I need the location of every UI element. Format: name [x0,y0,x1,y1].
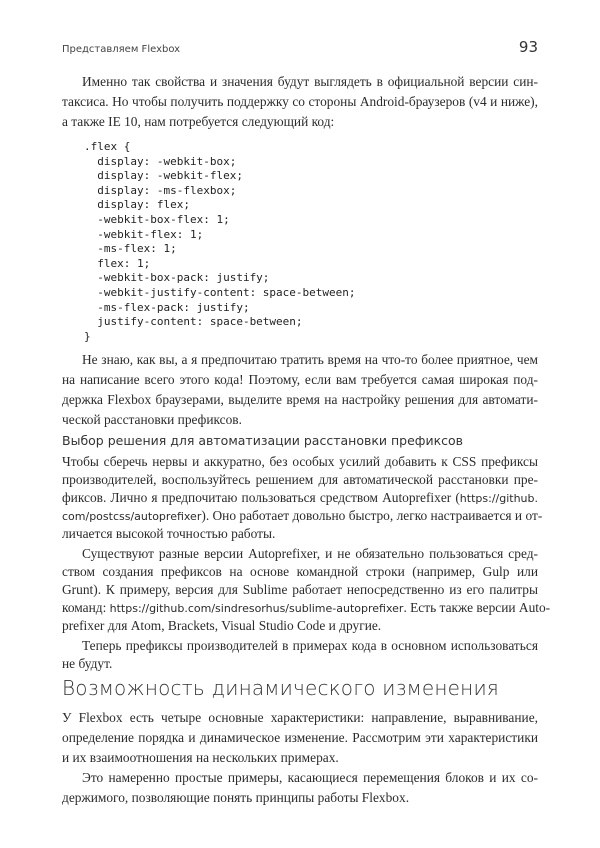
code-block [84,140,356,344]
autoprefixer-link[interactable]: https://github. [459,492,538,505]
paragraph-prefixes-off [62,637,538,673]
paragraph-autoprefixer [62,453,543,543]
text-line: ческой расстановки префиксов. [62,412,242,427]
code-line: display: -ms-flexbox; [84,183,237,197]
text-line: ством создания префиксов на основе командной строки (например, Gulp или [62,564,538,579]
text-line: Существуют разные версии Autoprefixer, и не обязательно пользоваться сред- [82,546,538,561]
text-line: и их взаимоотношения на нескольких примерах. [62,750,339,765]
text-line: Не знаю, как вы, а я предпочитаю тратить время на что-то более приятное, чем [82,352,538,367]
code-line: -ms-flex: 1; [84,242,177,256]
text-line: на написание всего этого кода! Поэтому, если вам требуется самая широкая под- [62,372,538,387]
text-line: держка Flexbox браузерами, выделите время на настройку решения для автомати- [62,392,538,407]
running-title: Представляем Flexbox [62,44,181,55]
paragraph-versions [62,545,551,635]
text-line: Именно так свойства и значения будут выглядеть в официальной версии син- [82,74,538,89]
code-line: display: -webkit-flex; [84,169,243,183]
page-number: 93 [518,38,538,56]
text-line: производителей, воспользуйтесь решением для автоматической расстановки пре- [62,472,538,487]
subheading: Выбор решения для автоматизации расстановки префиксов [62,433,464,448]
code-line: -webkit-box-pack: justify; [84,271,270,285]
code-line: } [84,329,91,343]
code-line: display: flex; [84,198,190,212]
code-line: -webkit-box-flex: 1; [84,212,230,226]
code-line: -webkit-flex: 1; [84,227,204,241]
autoprefixer-link-cont[interactable]: com/postcss/autoprefixer [62,510,202,523]
text-line: Grunt). К примеру, версия для Sublime работает непосредственно из его палитры [62,582,538,597]
text-line: фиксов. Лично я предпочитаю пользоваться средством Autoprefixer (https://github. [62,490,538,505]
text-line: таксиса. Но чтобы получить поддержку со стороны Android-браузеров (v4 и ниже), [62,94,538,109]
text-line: prefixer для Atom, Brackets, Visual Studio Code и другие. [62,618,382,633]
code-line: display: -webkit-box; [84,154,237,168]
text-line: Это намеренно простые примеры, касающиеся перемещения блоков и их со- [82,770,538,785]
text-line: определение порядка и динамическое изменение. Рассмотрим эти характеристики [62,730,538,745]
text-line: не будут. [62,656,113,671]
text-line: com/postcss/autoprefixer). Оно работает довольно быстро, легко настраивается и от- [62,508,543,523]
text-line: личается высокой точностью работы. [62,526,276,541]
code-line: justify-content: space-between; [84,315,303,329]
code-line: .flex { [84,140,131,153]
text-line: Теперь префиксы производителей в примерах кода в основном использоваться [82,638,538,653]
sublime-autoprefixer-link[interactable]: https://github.com/sindresorhus/sublime-autoprefixer [109,602,404,615]
code-line: flex: 1; [84,256,151,270]
text-line: Чтобы сберечь нервы и аккуратно, без особых усилий добавить к CSS префиксы [62,454,538,469]
text-line: У Flexbox есть четыре основные характеристики: направление, выравнивание, [62,710,538,725]
paragraph-prefix-note [62,350,538,430]
code-line: -ms-flex-pack: justify; [84,300,250,314]
text-line: держимого, позволяющие понять принципы работы Flexbox. [62,790,410,805]
paragraph-intro [62,72,538,132]
code-line: -webkit-justify-content: space-between; [84,285,356,299]
paragraph-characteristics [62,708,538,808]
text-line: а также IE 10, нам потребуется следующий код: [62,114,335,129]
text-line: команд: https://github.com/sindresorhus/sublime-autoprefixer. Есть также версии Auto- [62,600,551,615]
section-heading: Возможность динамического изменения [62,676,499,700]
